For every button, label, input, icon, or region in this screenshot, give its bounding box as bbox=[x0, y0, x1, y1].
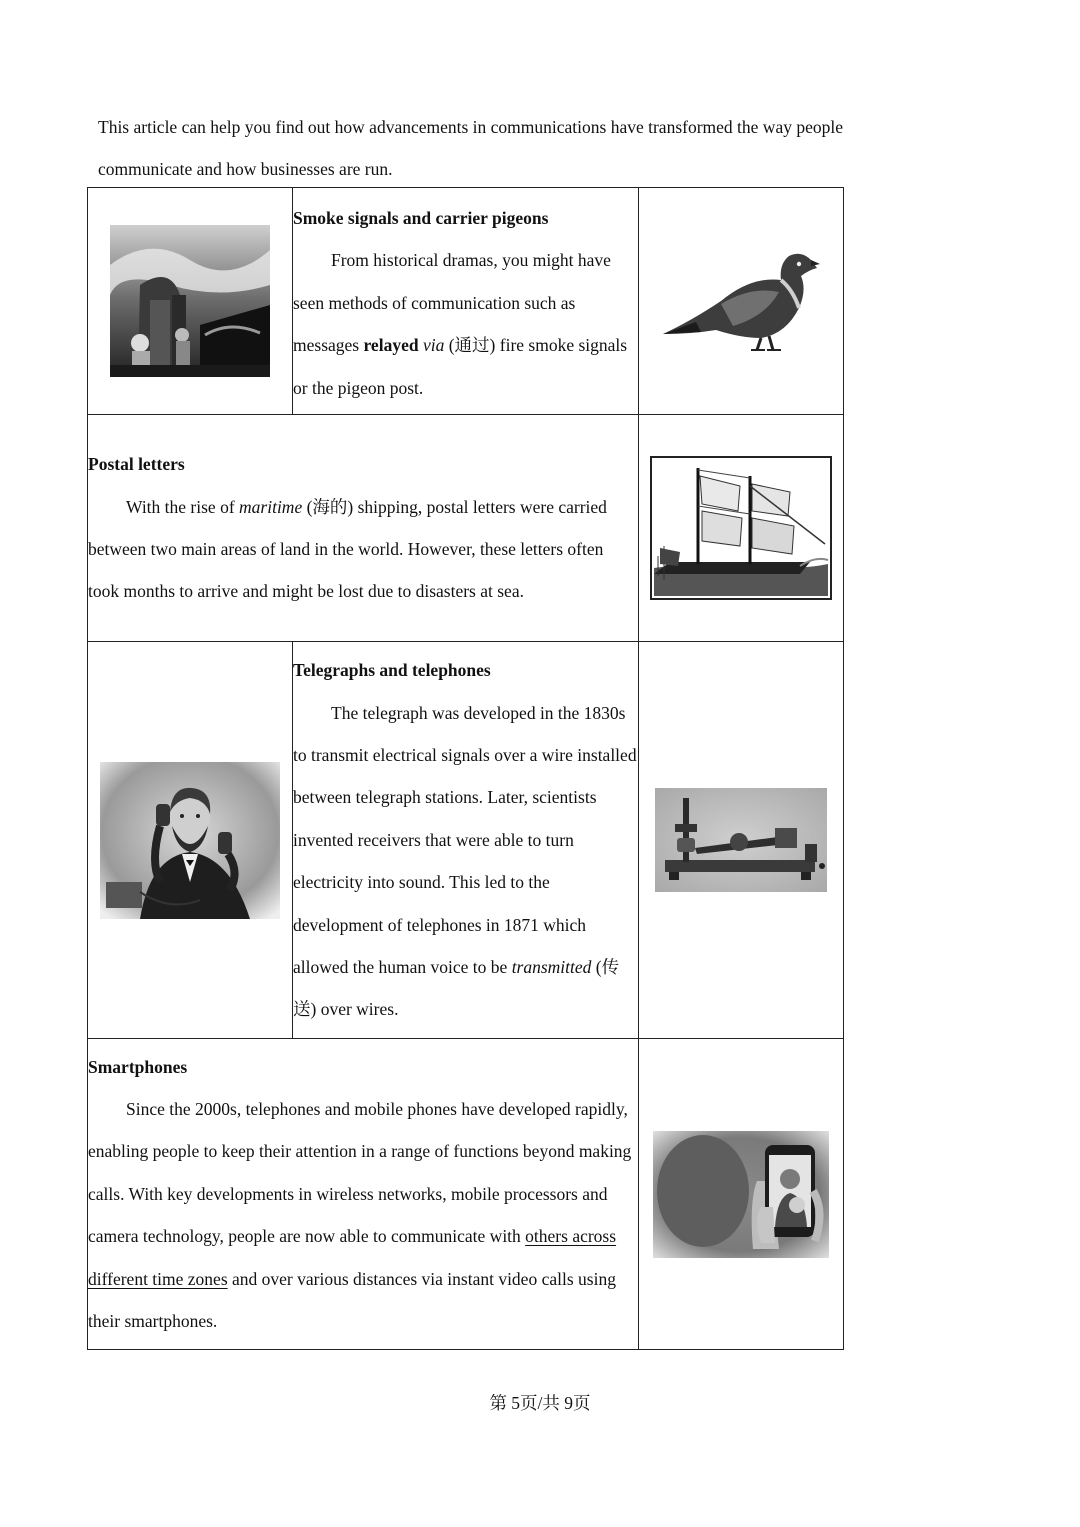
keyword-via: via bbox=[422, 335, 445, 356]
telephone-inventor-photo bbox=[100, 762, 280, 919]
keyword-transmitted: transmitted bbox=[511, 957, 592, 978]
cell-smoke-image bbox=[88, 188, 293, 415]
smoke-signal-photo bbox=[110, 225, 270, 377]
section-title-postal: Postal letters bbox=[88, 454, 185, 475]
cell-smoke-text bbox=[293, 188, 639, 415]
telegraph-key-photo bbox=[655, 788, 827, 892]
section-body-telegraph: The telegraph was developed in the 1830s to transmit electrical signals over a wire installed between telegraph stations. Later, scientists invented receivers that were able to turn electricity into sound. This led to the development of telephones in 1871 which allowed the human voice to be transmitted (传送) over wires. bbox=[293, 702, 637, 1020]
section-body-smoke: From historical dramas, you might have seen methods of communication such as messages relayed via (通过) fire smoke signals or the pigeon post. bbox=[293, 250, 628, 398]
keyword-maritime: maritime bbox=[239, 496, 303, 517]
page-footer: 第 5页/共 9页 bbox=[489, 1393, 591, 1413]
underlined-phrase: others across different time zones bbox=[88, 1226, 617, 1289]
cell-smartphone-image bbox=[639, 1039, 844, 1350]
section-body-smartphones: Since the 2000s, telephones and mobile phones have developed rapidly, enabling people to keep their attention in a range of functions beyond making calls. With key developments in wireless networks, mobile processors and camera technology, people are now able to communicate with others across different time zones and over various distances via instant video calls using their smartphones. bbox=[88, 1098, 632, 1332]
section-title-telegraph: Telegraphs and telephones bbox=[293, 660, 491, 681]
cell-ship-image bbox=[639, 415, 844, 642]
cell-inventor-image bbox=[88, 642, 293, 1039]
video-call-photo bbox=[653, 1131, 829, 1258]
row-postal-letters bbox=[88, 415, 844, 642]
cell-smartphones-text bbox=[88, 1039, 639, 1350]
section-title-smoke: Smoke signals and carrier pigeons bbox=[293, 207, 549, 228]
article-table bbox=[87, 187, 844, 1350]
row-smoke-signals bbox=[88, 188, 844, 415]
intro-paragraph: This article can help you find out how advancements in communications have transformed the way people communicate and how businesses are run. bbox=[98, 117, 843, 179]
row-smartphones bbox=[88, 1039, 844, 1350]
row-telegraphs bbox=[88, 642, 844, 1039]
section-body-postal: With the rise of maritime (海的) shipping, postal letters were carried between two main areas of land in the world. However, these letters often took months to arrive and might be lost due to disasters at sea. bbox=[88, 496, 607, 602]
pigeon-illustration bbox=[661, 246, 821, 356]
section-title-smartphones: Smartphones bbox=[88, 1056, 188, 1077]
cell-postal-text bbox=[88, 415, 639, 642]
sailing-ship-illustration bbox=[650, 456, 832, 600]
cell-telegraph-image bbox=[639, 642, 844, 1039]
keyword-relayed: relayed bbox=[363, 335, 419, 356]
cell-pigeon-image bbox=[639, 188, 844, 415]
cell-telegraph-text bbox=[293, 642, 639, 1039]
